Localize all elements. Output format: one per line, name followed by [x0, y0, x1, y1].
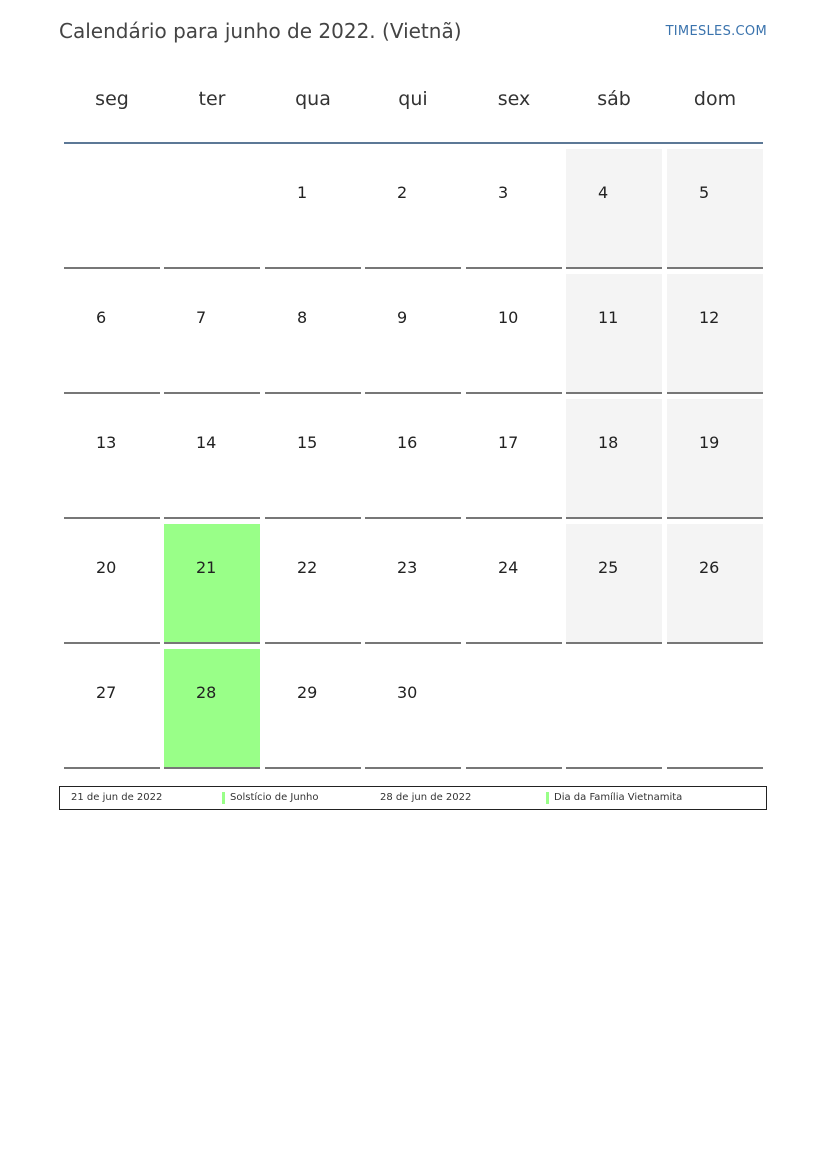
- day-number: 13: [96, 433, 117, 452]
- weekday-tue: ter: [198, 88, 226, 110]
- day-number: 1: [297, 183, 308, 202]
- empty-day-cell: [667, 649, 763, 769]
- day-number: 28: [196, 683, 217, 702]
- day-number: 30: [397, 683, 418, 702]
- day-number: 10: [498, 308, 519, 327]
- day-cell: [265, 399, 361, 519]
- day-cell: [265, 274, 361, 394]
- page-title: Calendário para junho de 2022. (Vietnã): [59, 19, 462, 43]
- day-number: 20: [96, 558, 117, 577]
- day-number: 26: [699, 558, 720, 577]
- holiday-day-cell: [164, 524, 260, 644]
- day-cell: [667, 274, 763, 394]
- empty-day-cell: [64, 149, 160, 269]
- day-cell: [566, 524, 662, 644]
- day-number: 22: [297, 558, 318, 577]
- holiday-color-marker: [546, 792, 549, 804]
- empty-day-cell: [466, 649, 562, 769]
- day-cell: [365, 274, 461, 394]
- day-cell: [365, 649, 461, 769]
- day-number: 27: [96, 683, 117, 702]
- holiday-color-marker: [222, 792, 225, 804]
- day-number: 3: [498, 183, 509, 202]
- weekday-fri: sex: [497, 88, 531, 110]
- weekday-wed: qua: [295, 88, 331, 110]
- day-cell: [164, 274, 260, 394]
- day-cell: [64, 399, 160, 519]
- weekday-thu: qui: [398, 88, 428, 110]
- day-cell: [265, 524, 361, 644]
- day-cell: [466, 274, 562, 394]
- day-cell: [667, 149, 763, 269]
- day-cell: [365, 149, 461, 269]
- day-number: 12: [699, 308, 720, 327]
- day-number: 4: [598, 183, 609, 202]
- legend-date: 28 de jun de 2022: [380, 792, 472, 803]
- day-cell: [64, 274, 160, 394]
- day-number: 14: [196, 433, 217, 452]
- day-number: 5: [699, 183, 710, 202]
- legend-date: 21 de jun de 2022: [71, 792, 163, 803]
- calendar-grid: [64, 149, 763, 770]
- weekday-header: [64, 88, 763, 120]
- day-number: 25: [598, 558, 619, 577]
- weekday-mon: seg: [95, 88, 129, 110]
- weekday-sat: sáb: [597, 88, 631, 110]
- empty-day-cell: [566, 649, 662, 769]
- day-cell: [667, 399, 763, 519]
- legend-holiday-name: Dia da Família Vietnamita: [554, 792, 683, 803]
- holiday-legend: [59, 786, 767, 810]
- day-number: 16: [397, 433, 418, 452]
- day-cell: [164, 399, 260, 519]
- day-number: 15: [297, 433, 318, 452]
- day-cell: [64, 524, 160, 644]
- day-number: 7: [196, 308, 207, 327]
- day-cell: [365, 524, 461, 644]
- legend-holiday-name: Solstício de Junho: [230, 792, 319, 803]
- brand-link[interactable]: TIMESLES.COM: [665, 24, 767, 39]
- day-number: 17: [498, 433, 519, 452]
- day-cell: [365, 399, 461, 519]
- day-cell: [566, 149, 662, 269]
- day-number: 24: [498, 558, 519, 577]
- day-number: 2: [397, 183, 408, 202]
- day-number: 9: [397, 308, 408, 327]
- day-cell: [466, 524, 562, 644]
- day-number: 23: [397, 558, 418, 577]
- empty-day-cell: [164, 149, 260, 269]
- day-number: 21: [196, 558, 217, 577]
- weekday-sun: dom: [693, 88, 737, 110]
- day-cell: [466, 399, 562, 519]
- day-cell: [566, 399, 662, 519]
- day-number: 29: [297, 683, 318, 702]
- day-cell: [265, 649, 361, 769]
- header-divider: [64, 142, 763, 144]
- day-cell: [265, 149, 361, 269]
- day-number: 18: [598, 433, 619, 452]
- day-number: 11: [598, 308, 619, 327]
- day-number: 19: [699, 433, 720, 452]
- day-cell: [667, 524, 763, 644]
- day-number: 6: [96, 308, 107, 327]
- holiday-day-cell: [164, 649, 260, 769]
- day-cell: [64, 649, 160, 769]
- day-cell: [466, 149, 562, 269]
- day-number: 8: [297, 308, 308, 327]
- day-cell: [566, 274, 662, 394]
